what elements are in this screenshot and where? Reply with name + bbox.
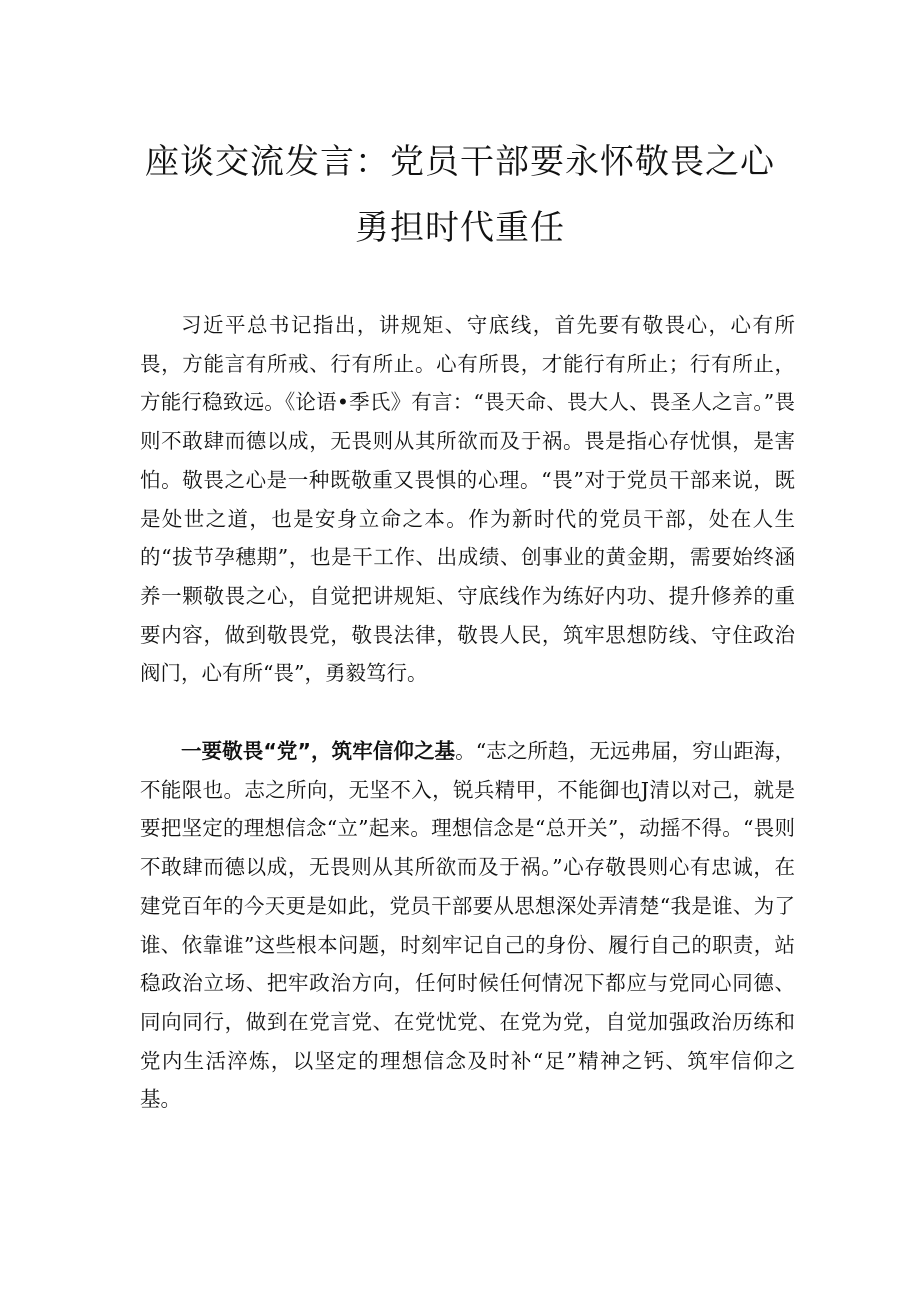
paragraph-body: 。“志之所趋，无远弗届，穷山距海，不能限也。志之所向，无坚不入，锐兵精甲，不能御也J清以对己，就是要把坚定的理想信念“立”起来。理想信念是“总开关”，动摇不得。“畏则不敢肆而德以成，无畏则从其所欲而及于祸。”心存敬畏则心有忠诚，在建党百年的今天更是如此，党员干部要从思想深处弄清楚“我是谁、为了谁、依靠谁”这些根本问题，时刻牢记自己的身份、履行自己的职责，站稳政治立场、把牢政治方向，任何时候任何情况下都应与党同心同德、同向同行，做到在党言党、在党忧党、在党为党，自觉加强政治历练和党内生活淬炼，以坚定的理想信念及时补“足”精神之钙、筑牢信仰之基。 xyxy=(140,739,796,1112)
paragraph-body: 习近平总书记指出，讲规矩、守底线，首先要有敬畏心，心有所畏，方能言有所戒、行有所止。心有所畏，才能行有所止；行有所止，方能行稳致远。《论语•季氏》有言：“畏天命、畏大人、畏圣人之言。”畏则不敢肆而德以成，无畏则从其所欲而及于祸。畏是指心存忧惧，是害怕。敬畏之心是一种既敬重又畏惧的心理。“畏”对于党员干部来说，既是处世之道，也是安身立命之本。作为新时代的党员干部，处在人生的“拔节孕穗期”，也是干工作、出成绩、创事业的黄金期，需要始终涵养一颗敬畏之心，自觉把讲规矩、守底线作为练好内功、提升修养的重要内容，做到敬畏党，敬畏法律，敬畏人民，筑牢思想防线、守住政治阀门，心有所“畏”，勇毅笃行。 xyxy=(140,313,795,686)
document-title-line-1: 座谈交流发言：党员干部要永怀敬畏之心 xyxy=(145,142,775,182)
paragraph-intro xyxy=(140,306,795,693)
paragraph-respect-party xyxy=(140,732,795,1119)
document-title-line-2: 勇担时代重任 xyxy=(355,208,565,248)
paragraph-lead: 一要敬畏“党”，筑牢信仰之基 xyxy=(181,739,456,763)
